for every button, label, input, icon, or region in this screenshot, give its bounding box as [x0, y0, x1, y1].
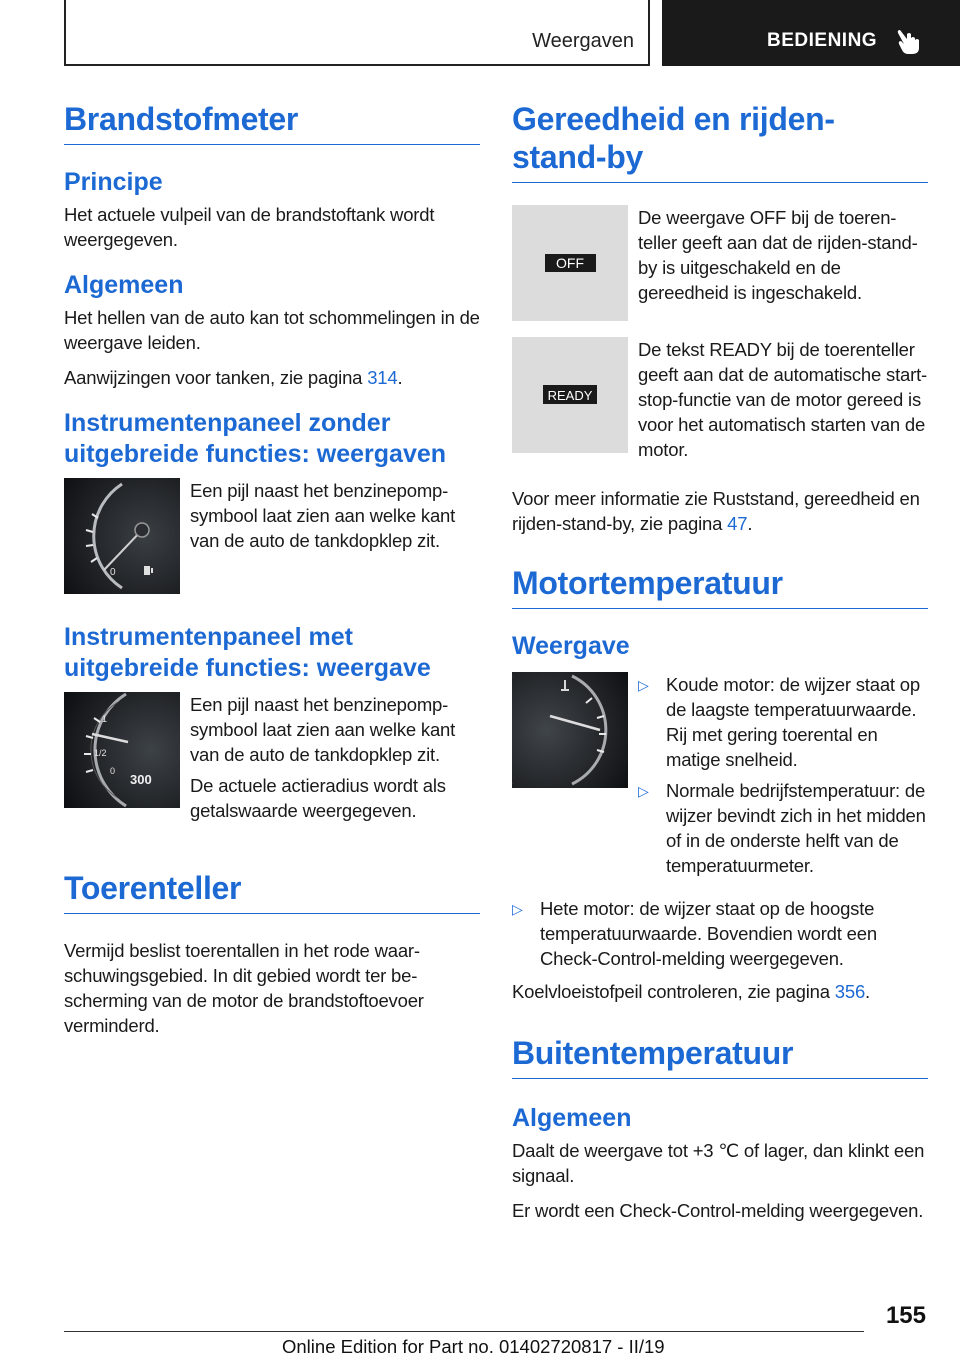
text-meer-info [512, 486, 928, 536]
text-ready: De tekst READY bij de toerenteller geeft aan dat de automatische start-stop-functie van de motor gereed is voor het automatisch starten van de motor. [638, 339, 927, 460]
text-principe: Het actuele vulpeil van de brandstoftank wordt weergegeven. [64, 204, 435, 250]
figure-row-temp [512, 672, 928, 892]
gauge2-one-label: 1 [102, 714, 108, 724]
link-page-356[interactable]: 356 [834, 981, 866, 1002]
text-zonder-uitgebreide: Een pijl naast het benzinepompsymbool laat zien aan welke kant van de auto de tankdopklep zit. [190, 480, 456, 551]
figure-row-met [64, 692, 480, 833]
left-column [64, 100, 480, 1048]
footer-divider [64, 1331, 864, 1332]
tanken-end: . [397, 367, 403, 388]
gauge2-half-label: 1/2 [94, 748, 107, 758]
figure-row-zonder [64, 478, 480, 594]
bullet-triangle-icon: ▷ [512, 901, 523, 917]
heading-weergave: Weergave [512, 632, 630, 660]
section-title-brandstofmeter: Brandstofmeter [64, 100, 480, 145]
pointing-hand-icon [894, 26, 924, 56]
text-toerenteller: Vermijd beslist toerentallen in het rode waarschuwingsgebied. In dit gebied wordt ter bescherming van de motor de brandstoftoevoer verminderd. [64, 940, 424, 1036]
link-page-314[interactable]: 314 [367, 367, 398, 388]
text-algemeen: Het hellen van de auto kan tot schommelingen in de weergave leiden. [64, 307, 480, 353]
bullet-normale-temp [638, 778, 928, 878]
bullet-normale-text: Normale bedrijfstemperatuur: de wijzer bevindt zich in het midden of in de onderste helft van de temperatuurmeter. [666, 780, 926, 876]
bullet-triangle-icon: ▷ [638, 783, 649, 799]
temperature-gauge-image [512, 672, 628, 788]
gauge1-zero-label: 0 [110, 567, 116, 578]
text-met-uitgebreide [190, 692, 480, 833]
section-title-buitentemperatuur: Buitentemperatuur [512, 1034, 928, 1079]
fuel-gauge-basic-image [64, 478, 180, 594]
bullet-list-temp [638, 672, 928, 884]
gauge2-zero-label: 0 [110, 766, 116, 776]
tanken-label: Aanwijzingen voor tanken, zie pagina [64, 367, 363, 388]
figure-row-ready [512, 337, 928, 472]
bullet-list-temp-2 [512, 896, 928, 971]
text-met-range: De actuele actieradius wordt als getalswaarde weergegeven. [190, 775, 446, 821]
koelvloeistof-end: . [865, 981, 870, 1002]
section-title-toerenteller: Toerenteller [64, 869, 480, 914]
text-tanken [64, 365, 480, 390]
header-chapter-box [662, 0, 960, 66]
header-section-box [64, 0, 650, 66]
meer-info-label: Voor meer informatie zie Ruststand, gereedheid en rijden-stand-by, zie pagina [512, 488, 920, 534]
fuel-gauge-extended-image [64, 692, 180, 808]
figure-row-off [512, 205, 928, 321]
heading-algemeen-buiten: Algemeen [512, 1104, 632, 1132]
text-buiten-signaal: Daalt de weergave tot +3 ℃ of lager, dan klinkt een signaal. [512, 1140, 925, 1186]
bullet-hete-motor [512, 896, 928, 971]
meer-info-end: . [747, 513, 753, 534]
off-indicator-image [512, 205, 628, 321]
text-koelvloeistof [512, 979, 928, 1004]
footer-edition: Online Edition for Part no. 01402720817 - II/19 [282, 1336, 665, 1357]
link-page-47[interactable]: 47 [727, 513, 748, 534]
header-section-title: Weergaven [532, 30, 634, 52]
bullet-hete-text: Hete motor: de wijzer staat op de hoogste temperatuurwaarde. Bovendien wordt een Check-Control-melding weergegeven. [540, 898, 877, 969]
off-label: OFF [556, 255, 584, 271]
heading-zonder-uitgebreide: Instrumentenpaneel zonder uitgebreide functies: weergaven [64, 409, 447, 468]
text-buiten-melding: Er wordt een Check-Control-melding weergegeven. [512, 1200, 924, 1221]
koelvloeistof-label: Koelvloeistofpeil controleren, zie pagina [512, 981, 830, 1002]
text-off: De weergave OFF bij de toerenteller geeft aan dat de rijden-stand-by is uitgeschakeld en de gereedheid is ingeschakeld. [638, 207, 918, 303]
heading-principe: Principe [64, 168, 163, 196]
heading-algemeen: Algemeen [64, 271, 184, 299]
bullet-koude-motor [638, 672, 928, 772]
gauge2-range-value: 300 [130, 772, 152, 787]
right-column [512, 100, 928, 1233]
ready-label: READY [547, 388, 593, 403]
bullet-koude-text: Koude motor: de wijzer staat op de laagste temperatuurwaarde. Rij met gering toerental en matige snelheid. [666, 674, 920, 770]
bullet-triangle-icon: ▷ [638, 677, 649, 693]
header-chapter-title: BEDIENING [767, 30, 878, 51]
ready-indicator-image [512, 337, 628, 453]
section-title-motortemperatuur: Motortemperatuur [512, 564, 928, 609]
section-title-gereedheid: Gereedheid en rijden-stand-by [512, 100, 928, 183]
text-met-arrow: Een pijl naast het benzinepompsymbool laat zien aan welke kant van de auto de tankdopklep zit. [190, 694, 456, 765]
page-number: 155 [885, 1302, 926, 1329]
heading-met-uitgebreide: Instrumentenpaneel met uitgebreide functies: weergave [64, 623, 431, 682]
